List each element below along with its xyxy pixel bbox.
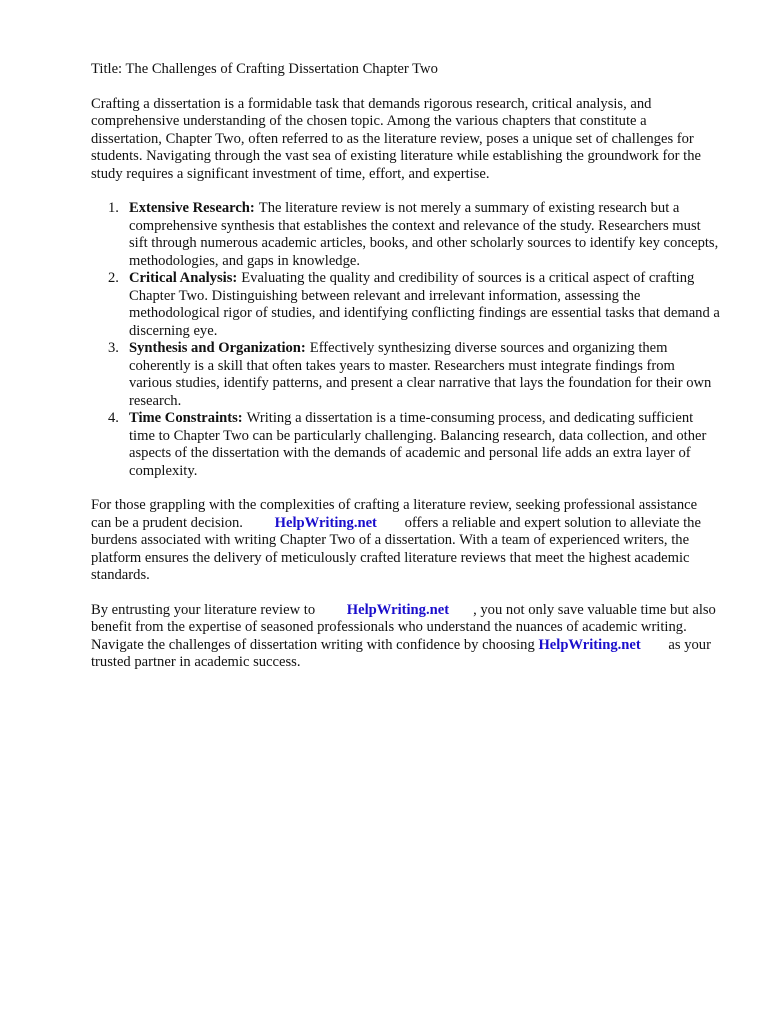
list-item-time-constraints [91,410,721,480]
list-term: Critical Analysis: [129,270,238,286]
list-term: Extensive Research: [129,200,255,216]
intro-paragraph: Crafting a dissertation is a formidable task that demands rigorous research, critical analysis, and comprehensive understanding of the chosen topic. Among the various chapters that constitute a dissertation, Chapter Two, often referred to as the literature review, poses a unique set of challenges for students. Navigating through the vast sea of existing literature while establishing the groundwork for the study requires a significant investment of time, effort, and expertise. [91,95,701,182]
list-text: The literature review is not merely a summary of existing research but a comprehensive synthesis that establishes the context and relevance of the study. Researchers must sift through numerous academic articles, books, and other scholarly sources to identify key concepts, methodologies, and gaps in knowledge. [129,200,719,269]
list-number: 3. [108,340,119,356]
list-term: Time Constraints: [129,410,243,426]
assistance-text-before: For those grappling with the complexities of crafting a literature review, seeking professional assistance can be a prudent decision. [91,497,698,531]
challenges-list [91,200,721,480]
list-text: Effectively synthesizing diverse sources and organizing them coherently is a skill that often takes years to master. Researchers must integrate findings from various studies, identify patterns, and present a clear narrative that lays the foundation for their own research. [129,340,712,409]
closing-text-before: By entrusting your literature review to [91,601,316,618]
closing-text-middle: , you not only save valuable time but also benefit from the expertise of seasoned professionals who understand the nuances of academic writing. Navigate the challenges of dissertation writing with confidence by choosing [91,601,716,653]
assistance-paragraph [91,497,721,585]
closing-paragraph [91,602,721,672]
document-title: Title: The Challenges of Crafting Dissertation Chapter Two [91,61,438,77]
list-text: Evaluating the quality and credibility of sources is a critical aspect of crafting Chapter Two. Distinguishing between relevant and irrelevant information, assessing the methodological rigor of studies, and identifying conflicting findings are essential tasks that demand a discerning eye. [129,270,720,339]
list-item-critical-analysis [91,270,721,340]
list-number: 4. [108,410,119,426]
helpwriting-link[interactable]: HelpWriting.net [274,514,377,531]
list-number: 1. [108,200,119,216]
helpwriting-link-1[interactable]: HelpWriting.net [346,601,450,618]
list-term: Synthesis and Organization: [129,340,306,356]
list-item-synthesis-organization [91,340,721,410]
assistance-text-after: offers a reliable and expert solution to alleviate the burdens associated with writing Chapter Two of a dissertation. With a team of experienced writers, the platform ensures the delivery of meticulously crafted literature reviews that meet the highest academic standards. [91,514,701,583]
document-page [91,61,721,689]
list-item-extensive-research [91,200,721,270]
helpwriting-link-2[interactable]: HelpWriting.net [538,636,641,653]
list-text: Writing a dissertation is a time-consuming process, and dedicating sufficient time to Chapter Two can be particularly challenging. Balancing research, data collection, and other aspects of the dissertation with the demands of academic and personal life adds an extra layer of complexity. [129,410,707,479]
list-number: 2. [108,270,119,286]
closing-text-after: as your trusted partner in academic success. [91,636,711,670]
